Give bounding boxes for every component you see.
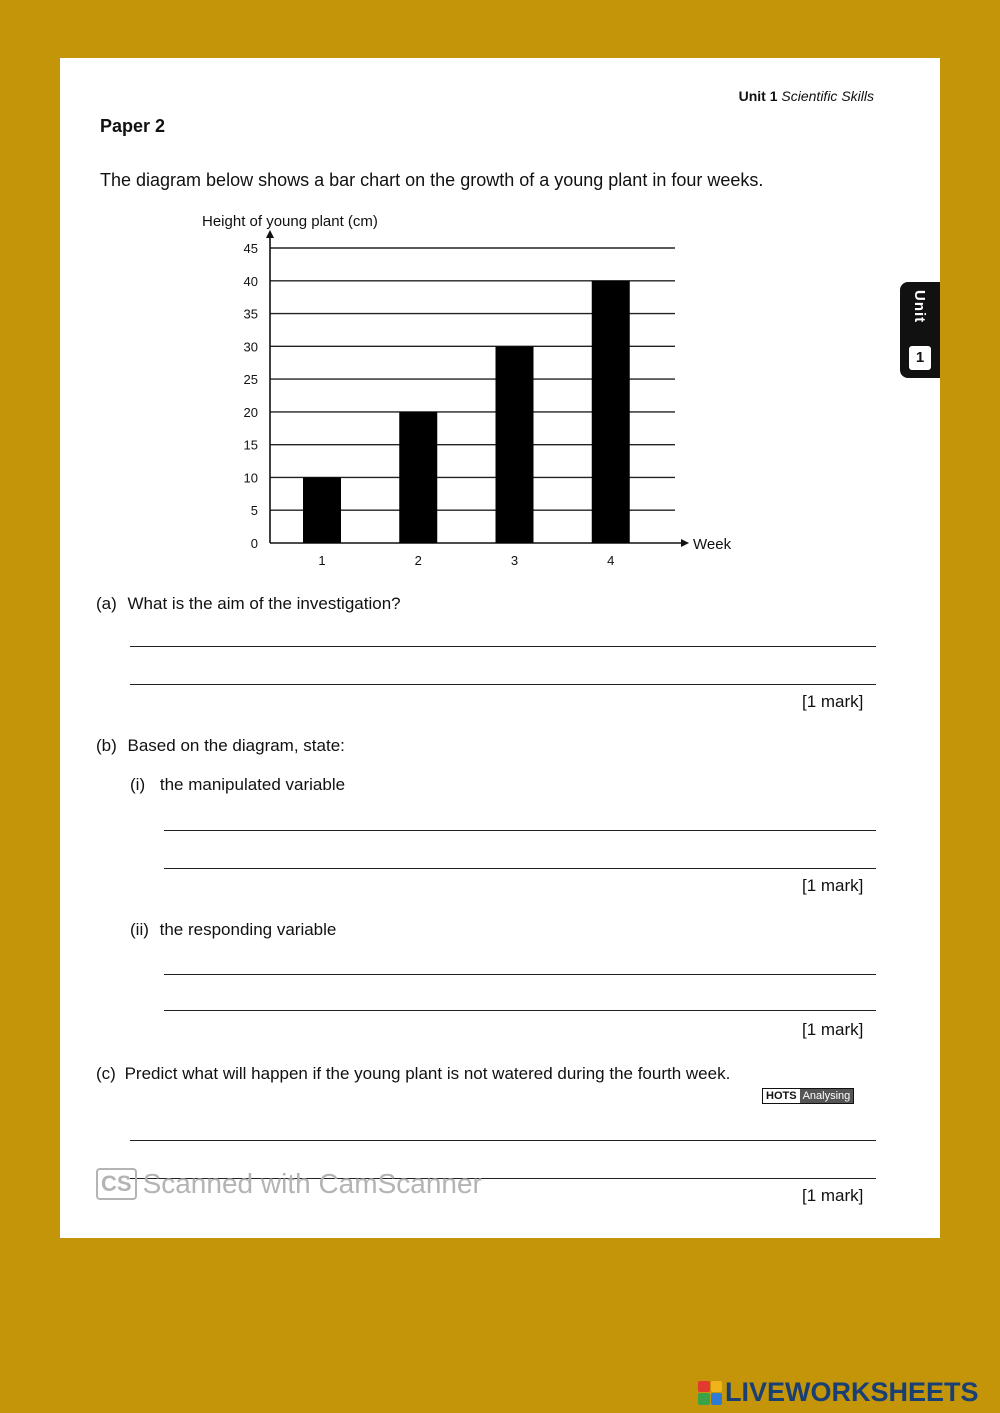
y-tick-label: 30 [243, 339, 258, 355]
x-tick-label: 2 [414, 553, 422, 568]
question-c-text: Predict what will happen if the young plant is not watered during the fourth week. [124, 1064, 731, 1083]
mark-b-ii: [1 mark] [802, 1020, 864, 1039]
answer-line-b-ii-1[interactable] [164, 974, 876, 975]
question-a [96, 594, 401, 614]
answer-line-b-ii-2[interactable] [164, 1010, 876, 1011]
answer-line-c1[interactable] [130, 1140, 876, 1141]
bar-week-3 [496, 346, 534, 543]
y-tick-label: 10 [243, 470, 258, 486]
x-tick-label: 4 [607, 553, 615, 568]
unit-label: Unit 1 [738, 88, 778, 104]
y-tick-label: 40 [243, 273, 258, 289]
hots-badge [762, 1088, 854, 1104]
question-b-i-label: (i) [130, 775, 146, 794]
liveworksheets-text: LIVEWORKSHEETS [725, 1377, 979, 1407]
camscanner-text: Scanned with CamScanner [142, 1168, 482, 1199]
x-tick-label: 1 [318, 553, 326, 568]
liveworksheets-brand[interactable] [698, 1377, 979, 1408]
x-axis-arrow [681, 539, 689, 547]
y-tick-label: 25 [243, 372, 258, 388]
mark-c: [1 mark] [802, 1186, 864, 1205]
question-a-label: (a) [96, 594, 117, 613]
y-tick-label: 35 [243, 306, 258, 322]
camscanner-logo: CS [96, 1168, 137, 1200]
hots-label: HOTS [766, 1090, 797, 1102]
mark-b-i: [1 mark] [802, 876, 864, 895]
y-tick-label: 15 [243, 437, 258, 453]
question-b-label: (b) [96, 736, 117, 755]
y-tick-label: 5 [250, 503, 258, 519]
question-b-i-text: the manipulated variable [159, 775, 346, 794]
question-c [96, 1064, 886, 1084]
x-axis-label: Week [693, 536, 732, 553]
unit-title: Scientific Skills [781, 88, 874, 104]
unit-tab-text: Unit [911, 290, 928, 324]
question-a-text: What is the aim of the investigation? [127, 594, 401, 613]
x-tick-label: 3 [510, 553, 519, 568]
y-tick-label: 0 [250, 536, 258, 551]
answer-line-b-i-2[interactable] [164, 868, 876, 869]
answer-line-b-i-1[interactable] [164, 830, 876, 831]
hots-skill: Analysing [800, 1089, 854, 1103]
camscanner-watermark [96, 1168, 482, 1200]
unit-side-tab [900, 282, 940, 378]
question-b-i [130, 775, 345, 795]
y-tick-label: 45 [243, 241, 258, 256]
bar-week-2 [399, 412, 437, 543]
y-tick-label: 20 [243, 404, 258, 420]
y-axis-arrow [266, 230, 274, 238]
question-b [96, 736, 345, 756]
question-b-text: Based on the diagram, state: [127, 736, 345, 755]
intro-text: The diagram below shows a bar chart on the growth of a young plant in four weeks. [100, 170, 764, 190]
bar-week-1 [303, 477, 341, 543]
liveworksheets-logo-icon [698, 1381, 722, 1405]
mark-a: [1 mark] [802, 692, 864, 711]
answer-line-a1[interactable] [130, 646, 876, 647]
paper-label: Paper 2 [100, 116, 166, 136]
answer-line-a2[interactable] [130, 684, 876, 685]
y-axis-label: Height of young plant (cm) [202, 213, 378, 230]
unit-tab-number: 1 [909, 346, 931, 370]
bar-chart-svg [180, 198, 740, 578]
bar-chart [180, 198, 740, 583]
question-b-ii [130, 920, 336, 940]
question-b-ii-text: the responding variable [159, 920, 337, 939]
unit-header [739, 88, 874, 104]
worksheet-page [60, 58, 940, 1238]
question-b-ii-label: (ii) [130, 920, 149, 939]
question-c-label: (c) [96, 1064, 116, 1083]
bar-week-4 [592, 281, 630, 543]
